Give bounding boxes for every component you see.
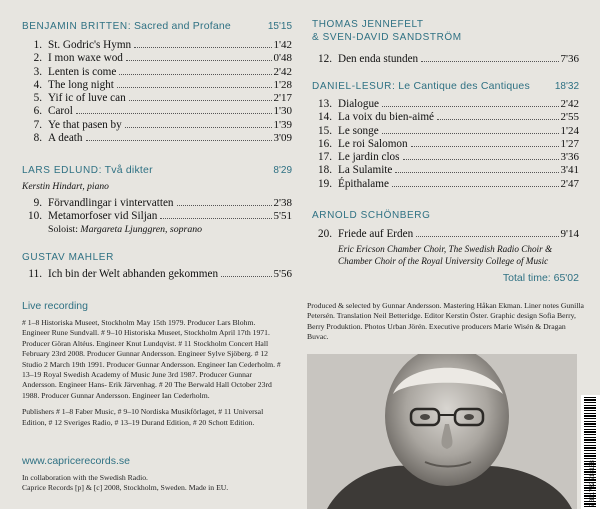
track-title: Carol — [48, 105, 73, 118]
track-leader-dots — [134, 47, 271, 48]
track-item — [304, 125, 579, 138]
track-leader-dots — [76, 113, 272, 114]
track-title: I mon waxe wod — [48, 52, 123, 65]
track-leader-dots — [416, 236, 558, 237]
track-item — [304, 138, 579, 151]
track-number: 17. — [318, 151, 332, 164]
website-link[interactable]: www.capricerecords.se — [22, 455, 130, 467]
track-item — [304, 111, 579, 124]
track-leader-dots — [382, 106, 559, 107]
track-leader-dots — [403, 159, 559, 160]
track-number: 10. — [28, 210, 42, 223]
total-time: Total time: 65'02 — [502, 272, 579, 284]
lesur-composer: DANIEL-LESUR — [312, 81, 392, 92]
track-leader-dots — [126, 60, 272, 61]
recording-details: # 1–8 Historiska Museet, Stockholm May 15th 1979. Producer Lars Blohm. Engineer Rune Sundvall. # 9–10 Historiska Museet, Stockholm April 17th 1971. Producer Göran Altéus. Engineer Knut Lundqvist. # 11 Stockholm Concert Hall February 23rd 2008. Producer Gunnar Andersson. Engineer Sylve Sjöberg. # 12 Studio 2 March 19th 1991. Producer Gunnar Andersson. Engineer Ian Cederholm. # 13–19 Royal Swedish Academy of Music June 3rd 1987. Producer Gunnar Andersson. Engineer Hans- Erik Järvenhag. # 20 The Berwald Hall October 23rd 1988. Producer Gunnar Andersson. Engineer Ian Cederholm. — [22, 318, 281, 400]
track-leader-dots — [119, 74, 271, 75]
britten-composer: BENJAMIN BRITTEN — [22, 21, 128, 32]
track-item — [304, 53, 579, 66]
track-leader-dots — [86, 140, 272, 141]
track-item — [304, 151, 579, 164]
mahler-track-list — [14, 268, 292, 281]
footer — [22, 473, 292, 494]
track-title: Le jardin clos — [338, 151, 400, 164]
track-title: St. Godric's Hymn — [48, 39, 132, 51]
lesur-track-list — [304, 98, 579, 191]
track-duration: 5'56 — [273, 268, 292, 280]
jennefelt-composer-1: THOMAS JENNEFELT — [312, 19, 424, 30]
track-item — [304, 178, 579, 191]
track-duration: 1'27 — [560, 137, 579, 150]
portrait-illustration — [307, 354, 577, 509]
performers-line-1: Eric Ericson Chamber Choir, The Swedish Radio Choir & — [338, 244, 553, 254]
footer-collab: In collaboration with the Swedish Radio. — [22, 473, 148, 482]
track-leader-dots — [411, 146, 559, 147]
lesur-heading: DANIEL-LESUR: Le Cantique des Cantiques — [312, 80, 530, 92]
recording-credits — [22, 318, 282, 434]
track-title: Metamorfoser vid Siljan — [48, 210, 158, 223]
britten-duration: 15'15 — [267, 21, 292, 32]
track-leader-dots — [117, 87, 272, 88]
track-title: The long night — [48, 78, 114, 91]
track-number: 3. — [33, 65, 42, 78]
track-title: Dialogue — [338, 98, 380, 110]
track-duration: 2'38 — [273, 197, 292, 209]
edlund-heading: LARS EDLUND: Två dikter — [22, 164, 153, 176]
track-duration: 2'42 — [560, 98, 579, 110]
track-duration: 5'51 — [273, 210, 292, 223]
track-duration: 7'36 — [560, 53, 579, 65]
track-title: Yif ic of luve can — [48, 92, 126, 105]
track-leader-dots — [395, 172, 558, 173]
jennefelt-track-list — [304, 53, 579, 66]
track-item — [304, 164, 579, 177]
production-credits — [307, 301, 585, 343]
edlund-track-list — [14, 197, 292, 224]
track-item — [14, 92, 292, 105]
track-number: 14. — [318, 111, 332, 124]
track-title: Förvandlingar i vintervatten — [48, 197, 174, 209]
track-number: 2. — [33, 52, 42, 65]
track-item — [14, 79, 292, 92]
publishers: Publishers # 1–8 Faber Music, # 9–10 Nordiska Musikförlaget, # 11 Universal Edition, # 12 Sveriges Radio, # 13–19 Durand Edition, # 20 Schott Edition. — [22, 407, 264, 427]
track-title: Den enda stunden — [338, 53, 419, 65]
track-item — [14, 39, 292, 52]
edlund-composer: LARS EDLUND — [22, 165, 99, 176]
track-number: 5. — [33, 92, 42, 105]
track-leader-dots — [221, 276, 271, 277]
track-item — [14, 66, 292, 79]
britten-work: Sacred and Profane — [133, 20, 231, 32]
track-duration: 1'28 — [273, 78, 292, 91]
track-number: 9. — [33, 197, 42, 209]
track-item — [14, 105, 292, 118]
britten-track-list — [14, 39, 292, 145]
track-item — [304, 98, 579, 111]
track-leader-dots — [392, 186, 559, 187]
track-duration: 1'39 — [273, 118, 292, 131]
track-leader-dots — [421, 61, 558, 62]
barcode-number: 7 391782 218138 — [590, 460, 596, 507]
track-number: 16. — [318, 137, 332, 150]
track-duration: 3'09 — [273, 132, 292, 145]
soloist-name: Margareta Ljunggren, soprano — [80, 224, 203, 235]
mahler-heading — [22, 251, 114, 263]
mahler-composer: GUSTAV MAHLER — [22, 252, 114, 263]
production-text: Produced & selected by Gunnar Andersson. Mastering Håkan Ekman. Liner notes Gunilla Petersén. Translation Neil Betteridge. Editor Kerstin Öster. Graphic design Sofia Berry, Berry Produktion. Photos Urban Jörén. Executive producers Marie Wisén & Dragan Buvac. — [307, 301, 584, 342]
track-number: 19. — [318, 177, 332, 190]
edlund-soloist — [48, 224, 202, 235]
track-title: La Sulamite — [338, 164, 393, 177]
track-title: Lenten is come — [48, 65, 117, 78]
track-number: 18. — [318, 164, 332, 177]
track-title: La voix du bien-aimé — [338, 111, 434, 124]
track-duration: 1'30 — [273, 105, 292, 118]
track-number: 13. — [318, 98, 332, 110]
track-title: Épithalame — [338, 177, 389, 190]
footer-copyright: Caprice Records [p] & [c] 2008, Stockholm, Sweden. Made in EU. — [22, 483, 229, 493]
track-duration: 3'36 — [560, 151, 579, 164]
track-number: 4. — [33, 78, 42, 91]
track-title: Le roi Salomon — [338, 137, 408, 150]
edlund-duration: 8'29 — [273, 165, 292, 176]
track-number: 15. — [318, 124, 332, 137]
track-duration: 1'42 — [273, 39, 292, 51]
track-leader-dots — [160, 218, 271, 219]
track-number: 12. — [318, 53, 332, 65]
track-item — [14, 197, 292, 210]
live-recording-heading: Live recording — [22, 300, 88, 312]
track-duration: 2'47 — [560, 177, 579, 190]
track-item — [14, 210, 292, 223]
schonberg-heading — [312, 209, 431, 221]
track-duration: 3'41 — [560, 164, 579, 177]
track-number: 8. — [33, 132, 42, 145]
edlund-performer: Kerstin Hindart, piano — [22, 182, 109, 192]
jennefelt-composer-2: & SVEN-DAVID SANDSTRÖM — [312, 32, 462, 43]
track-number: 6. — [33, 105, 42, 118]
lesur-duration: 18'32 — [554, 81, 579, 92]
track-title: A death — [48, 132, 83, 145]
performers-line-2: Chamber Choir of the Royal University College of Music — [338, 255, 549, 266]
track-leader-dots — [129, 100, 272, 101]
track-leader-dots — [177, 205, 272, 206]
track-item — [14, 52, 292, 65]
lesur-work: Le Cantique des Cantiques — [398, 80, 530, 92]
britten-heading: BENJAMIN BRITTEN: Sacred and Profane — [22, 20, 231, 32]
track-item — [304, 228, 579, 241]
track-duration: 2'17 — [273, 92, 292, 105]
track-item — [14, 132, 292, 145]
track-number: 11. — [28, 268, 42, 280]
track-leader-dots — [437, 119, 559, 120]
jennefelt-heading — [312, 18, 462, 44]
track-item — [14, 119, 292, 132]
track-title: Ye that pasen by — [48, 118, 122, 131]
track-number: 20. — [318, 228, 332, 240]
track-leader-dots — [382, 133, 559, 134]
portrait-photo — [307, 354, 577, 509]
track-item — [14, 268, 292, 281]
track-duration: 2'55 — [560, 111, 579, 124]
track-number: 1. — [33, 39, 42, 51]
edlund-work: Två dikter — [104, 164, 153, 176]
track-duration: 1'24 — [560, 124, 579, 137]
schonberg-track-list — [304, 228, 579, 241]
track-duration: 9'14 — [560, 228, 579, 240]
track-leader-dots — [125, 127, 272, 128]
track-title: Friede auf Erden — [338, 228, 414, 240]
schonberg-composer: ARNOLD SCHÖNBERG — [312, 210, 431, 221]
soloist-label: Soloist: — [48, 224, 78, 235]
track-duration: 0'48 — [273, 52, 292, 65]
track-number: 7. — [33, 118, 42, 131]
track-title: Le songe — [338, 124, 379, 137]
track-title: Ich bin der Welt abhanden gekommen — [48, 268, 219, 280]
track-duration: 2'42 — [273, 65, 292, 78]
schonberg-performers — [338, 244, 552, 267]
